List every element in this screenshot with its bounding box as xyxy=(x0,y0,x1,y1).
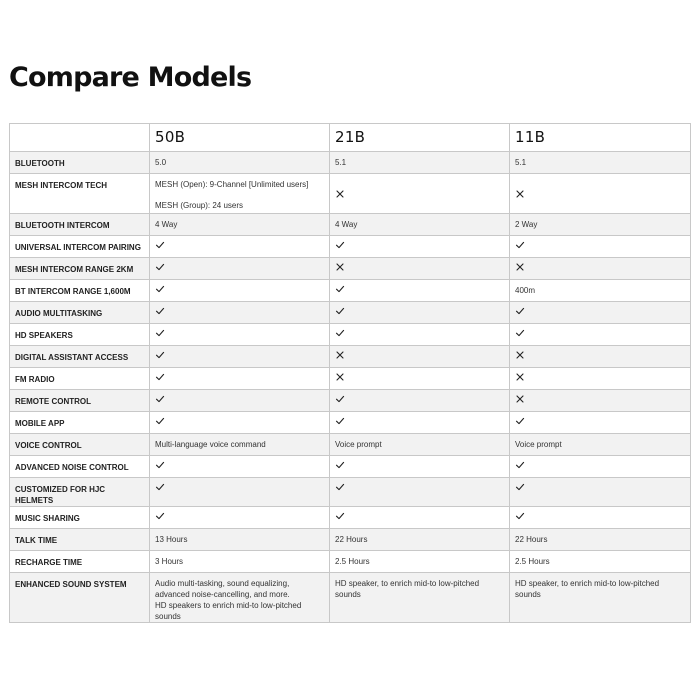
model-header-11b: 11B xyxy=(510,124,691,152)
cross-icon xyxy=(515,189,525,199)
feature-label: MOBILE APP xyxy=(10,412,150,434)
value-cell: HD speaker, to enrich mid-to low-pitched sounds xyxy=(510,573,691,623)
value-cell: 5.1 xyxy=(510,152,691,174)
feature-label: AUDIO MULTITASKING xyxy=(10,302,150,324)
checkmark-icon xyxy=(155,306,165,316)
cross-icon xyxy=(515,262,525,272)
value-cell xyxy=(330,478,510,507)
cross-icon xyxy=(515,372,525,382)
value-cell: HD speaker, to enrich mid-to low-pitched sounds xyxy=(330,573,510,623)
value-cell xyxy=(150,412,330,434)
value-cell xyxy=(330,390,510,412)
feature-label: DIGITAL ASSISTANT ACCESS xyxy=(10,346,150,368)
checkmark-icon xyxy=(335,240,345,250)
value-cell: 2.5 Hours xyxy=(330,551,510,573)
checkmark-icon xyxy=(335,306,345,316)
checkmark-icon xyxy=(155,240,165,250)
checkmark-icon xyxy=(335,416,345,426)
value-cell: 2 Way xyxy=(510,214,691,236)
checkmark-icon xyxy=(515,240,525,250)
value-cell xyxy=(150,174,330,214)
feature-label: CUSTOMIZED FOR HJC HELMETS xyxy=(10,478,150,507)
checkmark-icon xyxy=(155,416,165,426)
checkmark-icon xyxy=(155,328,165,338)
cross-icon xyxy=(335,189,345,199)
model-header-21b: 21B xyxy=(330,124,510,152)
value-cell xyxy=(330,412,510,434)
table-row xyxy=(10,174,691,214)
table-row xyxy=(10,456,691,478)
value-cell xyxy=(510,302,691,324)
value-cell xyxy=(510,258,691,280)
value-cell xyxy=(330,302,510,324)
value-cell xyxy=(150,258,330,280)
value-cell xyxy=(510,478,691,507)
table-row xyxy=(10,551,691,573)
value-cell: 400m xyxy=(510,280,691,302)
table-row xyxy=(10,507,691,529)
value-line: Audio multi-tasking, sound equalizing, xyxy=(155,579,290,588)
header-feature-cell xyxy=(10,124,150,152)
feature-label: RECHARGE TIME xyxy=(10,551,150,573)
value-cell xyxy=(330,280,510,302)
value-cell xyxy=(510,456,691,478)
feature-label: BLUETOOTH xyxy=(10,152,150,174)
table-row xyxy=(10,302,691,324)
checkmark-icon xyxy=(335,284,345,294)
value-cell xyxy=(150,456,330,478)
checkmark-icon xyxy=(155,262,165,272)
value-cell xyxy=(510,174,691,214)
table-row xyxy=(10,152,691,174)
table-row xyxy=(10,390,691,412)
table-row xyxy=(10,280,691,302)
table-row xyxy=(10,236,691,258)
cross-icon xyxy=(515,350,525,360)
value-cell xyxy=(150,324,330,346)
feature-label: ENHANCED SOUND SYSTEM xyxy=(10,573,150,623)
page-title: Compare Models xyxy=(9,62,252,93)
value-cell: Voice prompt xyxy=(330,434,510,456)
value-cell xyxy=(510,236,691,258)
value-cell xyxy=(330,456,510,478)
value-cell xyxy=(510,324,691,346)
value-cell: 3 Hours xyxy=(150,551,330,573)
feature-label: TALK TIME xyxy=(10,529,150,551)
value-cell: 4 Way xyxy=(330,214,510,236)
table-row xyxy=(10,573,691,623)
value-cell xyxy=(150,368,330,390)
checkmark-icon xyxy=(155,394,165,404)
cross-icon xyxy=(335,372,345,382)
value-cell xyxy=(510,346,691,368)
feature-label: BT INTERCOM RANGE 1,600M xyxy=(10,280,150,302)
checkmark-icon xyxy=(335,482,345,492)
checkmark-icon xyxy=(155,511,165,521)
value-cell xyxy=(150,280,330,302)
value-cell xyxy=(330,368,510,390)
value-cell xyxy=(330,236,510,258)
value-cell: 13 Hours xyxy=(150,529,330,551)
feature-label: MESH INTERCOM RANGE 2KM xyxy=(10,258,150,280)
table-header-row xyxy=(10,124,691,152)
table-row xyxy=(10,412,691,434)
value-cell xyxy=(150,573,330,623)
checkmark-icon xyxy=(515,416,525,426)
value-cell xyxy=(510,390,691,412)
cross-icon xyxy=(335,350,345,360)
value-line: HD speakers to enrich mid-to low-pitched sounds xyxy=(155,601,302,621)
value-cell xyxy=(510,368,691,390)
table-row xyxy=(10,214,691,236)
table-row xyxy=(10,478,691,507)
value-cell xyxy=(150,478,330,507)
model-header-50b: 50B xyxy=(150,124,330,152)
value-cell xyxy=(510,412,691,434)
value-cell: 22 Hours xyxy=(330,529,510,551)
table-row xyxy=(10,434,691,456)
checkmark-icon xyxy=(515,328,525,338)
feature-label: FM RADIO xyxy=(10,368,150,390)
feature-label: REMOTE CONTROL xyxy=(10,390,150,412)
value-cell xyxy=(150,507,330,529)
feature-label: HD SPEAKERS xyxy=(10,324,150,346)
value-cell: 5.0 xyxy=(150,152,330,174)
checkmark-icon xyxy=(155,482,165,492)
value-cell xyxy=(150,236,330,258)
value-cell xyxy=(330,324,510,346)
comparison-table xyxy=(9,123,691,623)
feature-label: VOICE CONTROL xyxy=(10,434,150,456)
cross-icon xyxy=(515,394,525,404)
feature-label: BLUETOOTH INTERCOM xyxy=(10,214,150,236)
checkmark-icon xyxy=(155,372,165,382)
value-cell xyxy=(510,507,691,529)
value-line: MESH (Group): 24 users xyxy=(155,201,244,210)
feature-label: MESH INTERCOM TECH xyxy=(10,174,150,214)
value-cell: 5.1 xyxy=(330,152,510,174)
feature-label: MUSIC SHARING xyxy=(10,507,150,529)
table-row xyxy=(10,258,691,280)
value-cell: 22 Hours xyxy=(510,529,691,551)
value-line: MESH (Open): 9-Channel [Unlimited users] xyxy=(155,180,309,189)
checkmark-icon xyxy=(515,460,525,470)
value-cell: 2.5 Hours xyxy=(510,551,691,573)
checkmark-icon xyxy=(335,511,345,521)
cross-icon xyxy=(335,262,345,272)
table-row xyxy=(10,324,691,346)
value-cell xyxy=(330,507,510,529)
checkmark-icon xyxy=(515,306,525,316)
value-cell xyxy=(150,302,330,324)
value-line: advanced noise-cancelling, and more. xyxy=(155,590,290,599)
value-cell xyxy=(150,390,330,412)
value-cell xyxy=(330,174,510,214)
feature-label: UNIVERSAL INTERCOM PAIRING xyxy=(10,236,150,258)
checkmark-icon xyxy=(515,511,525,521)
checkmark-icon xyxy=(155,284,165,294)
checkmark-icon xyxy=(335,460,345,470)
value-cell: Voice prompt xyxy=(510,434,691,456)
checkmark-icon xyxy=(515,482,525,492)
checkmark-icon xyxy=(335,328,345,338)
table-row xyxy=(10,346,691,368)
table-row xyxy=(10,368,691,390)
checkmark-icon xyxy=(155,350,165,360)
checkmark-icon xyxy=(335,394,345,404)
value-cell xyxy=(150,346,330,368)
checkmark-icon xyxy=(155,460,165,470)
value-cell: Multi-language voice command xyxy=(150,434,330,456)
value-cell xyxy=(330,258,510,280)
value-cell: 4 Way xyxy=(150,214,330,236)
table-row xyxy=(10,529,691,551)
value-cell xyxy=(330,346,510,368)
feature-label: ADVANCED NOISE CONTROL xyxy=(10,456,150,478)
